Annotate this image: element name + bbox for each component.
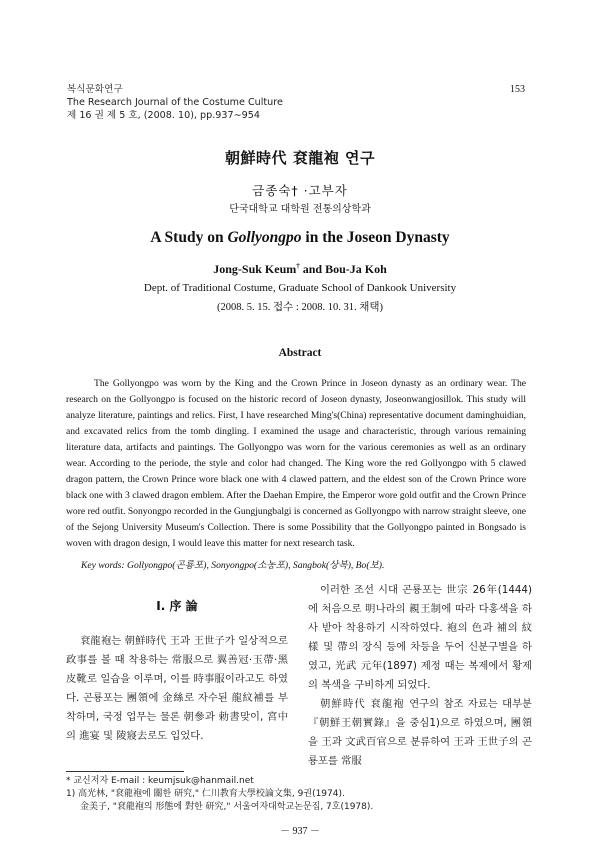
footnote-1-continued: 金美子, "袞龍袍의 形態에 對한 研究," 서울여자대학교논문집, 7호(1978). bbox=[80, 802, 374, 812]
english-title-prefix: A Study on bbox=[150, 229, 228, 246]
korean-authors: 금종숙† ·고부자 bbox=[252, 183, 348, 198]
journal-volume: 제 16 권 제 5 호, (2008. 10), pp.937∼954 bbox=[67, 110, 260, 121]
english-authors bbox=[0, 262, 600, 277]
abstract-heading: Abstract bbox=[278, 347, 322, 359]
footnote-1: 1) 高光林, "袞龍袍에 關한 研究," 仁川教育大學校論文集, 9권(1974). bbox=[66, 789, 345, 799]
journal-name-korean: 복식문화연구 bbox=[67, 84, 123, 95]
english-title-suffix: in the Joseon Dynasty bbox=[301, 229, 450, 246]
korean-affiliation: 단국대학교 대학원 전통의상학과 bbox=[229, 204, 371, 215]
author-1: Jong-Suk Keum bbox=[213, 262, 297, 276]
body-paragraph-right-1: 이러한 조선 시대 곤룡포는 世宗 26年(1444)에 처음으로 明나라의 親王制에 따라 다홍색을 하사 받아 착용하기 시작하였다. 袍의 色과 補의 紋樣 및 帶의 장식 등에 차등을 두어 신분구별을 하였고, 光武 元年(1897) 제정 때는 복제에서 황제의 복색을 구비하게 되었다. bbox=[308, 584, 532, 691]
body-paragraph-right-2: 朝鮮時代 袞龍袍 연구의 참조 자료는 대부분 『朝鮮王朝實錄』을 중심1)으로 하였으며, 團領을 王과 文武百官으로 분류하여 王과 王世子의 곤룡포를 常服 bbox=[308, 698, 532, 767]
body-paragraph-left: 袞龍袍는 朝鮮時代 王과 王世子가 일상적으로 政事를 볼 때 착용하는 常服으로 翼善冠·玉帶·黑皮靴로 일습을 이루며, 이를 時事服이라고도 하였다. 곤룡포는 團領에 金絲로 자수된 龍紋補를 부착하며, 국정 업무는 물론 朝參과 勅書맞이, 宮中의 進宴 및 陵寢去로도 입었다. bbox=[66, 635, 288, 742]
corresponding-dagger: † bbox=[296, 262, 300, 270]
keywords: Key words: Gollyongpo(곤룡포), Sonyongpo(소농포), Sangbok(상복), Bo(보). bbox=[81, 560, 385, 571]
abstract-text: The Gollyongpo was worn by the King and the Crown Prince in Joseon dynasty as an ordinary wear. The research on the Gollyongpo is focused on the historic record of Joseon dynasty, Joseonwangjosillok. This study will analyze literature, paintings and relics. First, I have researched Ming's(China) representative document daminghuidian, and excavated relics from the tomb dingling. I examined the usage and characteristic, through various remaining literature data, artifacts and paintings. The Gollyongpo was worn for the various ceremonies as well as an ordinary wear. According to the periode, the style and color had changed. The King wore the red Gollyongpo with 5 clawed dragon pattern, the Crown Prince wore black one with 4 clawed pattern, and the eldest son of the Crown Prince wore black one with 3 clawed dragon emblem. After the Daehan Empire, the Emperor wore gold outfit and the Crown Prince wore red outfit. Sonyongpo recorded in the Gungjungbalgi is concerned as Gollyongpo with narrow straight sleeve, one of the Sejong University Museum's Collection. There is some Possibility that the Gollyongpo painted in Bongsado is woven with dragon design, I would leave this matter for next research task. bbox=[66, 378, 526, 549]
section-heading-introduction: Ⅰ. 序 論 bbox=[156, 599, 198, 613]
english-title bbox=[0, 229, 600, 247]
received-accepted-dates: (2008. 5. 15. 접수 : 2008. 10. 31. 채택) bbox=[217, 302, 383, 313]
footer-page-number: － 937 － bbox=[280, 826, 320, 837]
english-title-italic: Gollyongpo bbox=[227, 229, 302, 246]
journal-name-english: The Research Journal of the Costume Culture bbox=[67, 97, 283, 108]
author-2: and Bou-Ja Koh bbox=[299, 262, 387, 276]
english-affiliation: Dept. of Traditional Costume, Graduate School of Dankook University bbox=[143, 282, 457, 294]
journal-header bbox=[67, 83, 283, 122]
korean-title: 朝鮮時代 袞龍袍 연구 bbox=[225, 149, 375, 167]
footnote-divider bbox=[66, 771, 184, 772]
footnote-corresponding-author: * 교신저자 E-mail : keumjsuk@hanmail.net bbox=[66, 776, 254, 786]
header-page-number: 153 bbox=[510, 84, 525, 95]
